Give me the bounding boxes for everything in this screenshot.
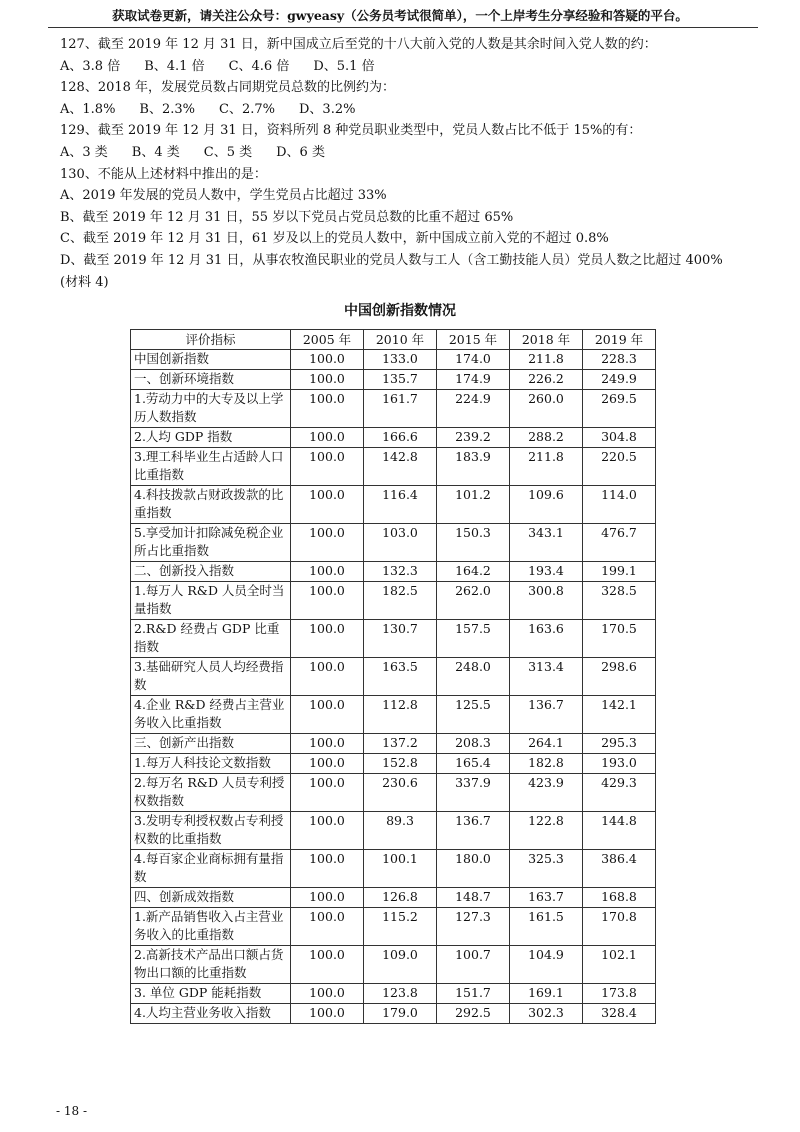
question-127-stem: 127、截至 2019 年 12 月 31 日，新中国成立后至党的十八大前入党的人数是其余时间入党人数的约： bbox=[60, 37, 657, 52]
table-row bbox=[131, 428, 656, 448]
table-header-row bbox=[131, 330, 656, 350]
question-130-option-a: A、2019 年发展的党员人数中，学生党员占比超过 33% bbox=[60, 188, 387, 204]
table-row bbox=[131, 658, 656, 696]
value-cell: 100.0 bbox=[291, 448, 364, 486]
column-header: 2015 年 bbox=[437, 330, 510, 350]
table-row bbox=[131, 370, 656, 390]
value-cell: 114.0 bbox=[583, 486, 656, 524]
value-cell: 337.9 bbox=[437, 774, 510, 812]
value-cell: 180.0 bbox=[437, 850, 510, 888]
option-c: C、5 类 bbox=[203, 144, 253, 160]
value-cell: 262.0 bbox=[437, 582, 510, 620]
question-129-options bbox=[60, 142, 780, 164]
value-cell: 151.7 bbox=[437, 984, 510, 1004]
row-label: 一、创新环境指数 bbox=[131, 370, 291, 390]
value-cell: 423.9 bbox=[510, 774, 583, 812]
table-row bbox=[131, 620, 656, 658]
value-cell: 100.7 bbox=[437, 946, 510, 984]
value-cell: 476.7 bbox=[583, 524, 656, 562]
value-cell: 325.3 bbox=[510, 850, 583, 888]
value-cell: 163.6 bbox=[510, 620, 583, 658]
value-cell: 136.7 bbox=[437, 812, 510, 850]
row-label: 4.科技拨款占财政拨款的比重指数 bbox=[131, 486, 291, 524]
value-cell: 174.9 bbox=[437, 370, 510, 390]
value-cell: 211.8 bbox=[510, 350, 583, 370]
value-cell: 100.0 bbox=[291, 908, 364, 946]
value-cell: 220.5 bbox=[583, 448, 656, 486]
value-cell: 100.0 bbox=[291, 428, 364, 448]
value-cell: 166.6 bbox=[364, 428, 437, 448]
value-cell: 132.3 bbox=[364, 562, 437, 582]
column-header: 2019 年 bbox=[583, 330, 656, 350]
value-cell: 302.3 bbox=[510, 1004, 583, 1024]
table-row bbox=[131, 850, 656, 888]
value-cell: 224.9 bbox=[437, 390, 510, 428]
table-row bbox=[131, 888, 656, 908]
value-cell: 109.6 bbox=[510, 486, 583, 524]
value-cell: 103.0 bbox=[364, 524, 437, 562]
value-cell: 298.6 bbox=[583, 658, 656, 696]
value-cell: 89.3 bbox=[364, 812, 437, 850]
value-cell: 101.2 bbox=[437, 486, 510, 524]
value-cell: 100.0 bbox=[291, 524, 364, 562]
value-cell: 163.7 bbox=[510, 888, 583, 908]
column-header: 2005 年 bbox=[291, 330, 364, 350]
option-b: B、2.3% bbox=[139, 101, 196, 117]
table-row bbox=[131, 812, 656, 850]
table-row bbox=[131, 984, 656, 1004]
value-cell: 100.0 bbox=[291, 946, 364, 984]
value-cell: 295.3 bbox=[583, 734, 656, 754]
column-header: 2010 年 bbox=[364, 330, 437, 350]
value-cell: 173.8 bbox=[583, 984, 656, 1004]
innovation-index-table bbox=[130, 329, 656, 1024]
row-label: 二、创新投入指数 bbox=[131, 562, 291, 582]
question-130-stem: 130、不能从上述材料中推出的是： bbox=[60, 166, 267, 182]
value-cell: 100.0 bbox=[291, 390, 364, 428]
value-cell: 116.4 bbox=[364, 486, 437, 524]
value-cell: 183.9 bbox=[437, 448, 510, 486]
material-label: (材料 4) bbox=[60, 274, 109, 290]
table-row bbox=[131, 448, 656, 486]
table-row bbox=[131, 946, 656, 984]
value-cell: 133.0 bbox=[364, 350, 437, 370]
value-cell: 343.1 bbox=[510, 524, 583, 562]
value-cell: 136.7 bbox=[510, 696, 583, 734]
value-cell: 161.5 bbox=[510, 908, 583, 946]
value-cell: 288.2 bbox=[510, 428, 583, 448]
value-cell: 130.7 bbox=[364, 620, 437, 658]
value-cell: 193.0 bbox=[583, 754, 656, 774]
question-128-options bbox=[60, 99, 780, 121]
question-129-stem: 129、截至 2019 年 12 月 31 日，资料所列 8 种党员职业类型中，党员人数占比不低于 15%的有： bbox=[60, 123, 642, 139]
value-cell: 100.0 bbox=[291, 734, 364, 754]
row-label: 4.每百家企业商标拥有量指数 bbox=[131, 850, 291, 888]
value-cell: 100.0 bbox=[291, 774, 364, 812]
value-cell: 137.2 bbox=[364, 734, 437, 754]
table-row bbox=[131, 582, 656, 620]
value-cell: 100.0 bbox=[291, 370, 364, 390]
table-row bbox=[131, 754, 656, 774]
row-label: 2.人均 GDP 指数 bbox=[131, 428, 291, 448]
value-cell: 100.0 bbox=[291, 696, 364, 734]
value-cell: 269.5 bbox=[583, 390, 656, 428]
value-cell: 328.4 bbox=[583, 1004, 656, 1024]
question-128-stem: 128、2018 年，发展党员数占同期党员总数的比例约为： bbox=[60, 80, 396, 96]
value-cell: 115.2 bbox=[364, 908, 437, 946]
option-b: B、4.1 倍 bbox=[144, 58, 205, 74]
value-cell: 169.1 bbox=[510, 984, 583, 1004]
value-cell: 104.9 bbox=[510, 946, 583, 984]
value-cell: 163.5 bbox=[364, 658, 437, 696]
value-cell: 100.0 bbox=[291, 850, 364, 888]
value-cell: 168.8 bbox=[583, 888, 656, 908]
value-cell: 174.0 bbox=[437, 350, 510, 370]
value-cell: 313.4 bbox=[510, 658, 583, 696]
value-cell: 100.1 bbox=[364, 850, 437, 888]
table-row bbox=[131, 908, 656, 946]
option-a: A、3 类 bbox=[60, 144, 108, 160]
value-cell: 260.0 bbox=[510, 390, 583, 428]
value-cell: 328.5 bbox=[583, 582, 656, 620]
row-label: 5.享受加计扣除减免税企业所占比重指数 bbox=[131, 524, 291, 562]
value-cell: 228.3 bbox=[583, 350, 656, 370]
option-d: D、3.2% bbox=[299, 101, 356, 117]
row-label: 1.劳动力中的大专及以上学历人数指数 bbox=[131, 390, 291, 428]
value-cell: 264.1 bbox=[510, 734, 583, 754]
row-label: 1.每万人科技论文数指数 bbox=[131, 754, 291, 774]
value-cell: 109.0 bbox=[364, 946, 437, 984]
value-cell: 100.0 bbox=[291, 350, 364, 370]
row-label: 3.理工科毕业生占适龄人口比重指数 bbox=[131, 448, 291, 486]
table-row bbox=[131, 562, 656, 582]
value-cell: 123.8 bbox=[364, 984, 437, 1004]
question-127-options bbox=[60, 56, 780, 78]
row-label: 1.每万人 R&D 人员全时当量指数 bbox=[131, 582, 291, 620]
value-cell: 100.0 bbox=[291, 658, 364, 696]
value-cell: 248.0 bbox=[437, 658, 510, 696]
page-header: 获取试卷更新，请关注公众号：gwyeasy（公务员考试很简单），一个上岸考生分享经验和答疑的平台。 bbox=[112, 8, 688, 23]
value-cell: 100.0 bbox=[291, 984, 364, 1004]
row-label: 3.基础研究人员人均经费指数 bbox=[131, 658, 291, 696]
table-row bbox=[131, 390, 656, 428]
value-cell: 300.8 bbox=[510, 582, 583, 620]
row-label: 2.R&D 经费占 GDP 比重指数 bbox=[131, 620, 291, 658]
row-label: 2.每万名 R&D 人员专利授权数指数 bbox=[131, 774, 291, 812]
value-cell: 148.7 bbox=[437, 888, 510, 908]
value-cell: 144.8 bbox=[583, 812, 656, 850]
value-cell: 164.2 bbox=[437, 562, 510, 582]
row-label: 3.发明专利授权数占专利授权数的比重指数 bbox=[131, 812, 291, 850]
option-d: D、6 类 bbox=[276, 144, 325, 160]
value-cell: 211.8 bbox=[510, 448, 583, 486]
value-cell: 126.8 bbox=[364, 888, 437, 908]
value-cell: 249.9 bbox=[583, 370, 656, 390]
value-cell: 182.5 bbox=[364, 582, 437, 620]
row-label: 3. 单位 GDP 能耗指数 bbox=[131, 984, 291, 1004]
row-label: 2.高新技术产品出口额占货物出口额的比重指数 bbox=[131, 946, 291, 984]
value-cell: 429.3 bbox=[583, 774, 656, 812]
value-cell: 150.3 bbox=[437, 524, 510, 562]
table-title: 中国创新指数情况 bbox=[344, 303, 456, 319]
option-b: B、4 类 bbox=[131, 144, 180, 160]
value-cell: 230.6 bbox=[364, 774, 437, 812]
value-cell: 112.8 bbox=[364, 696, 437, 734]
row-label: 中国创新指数 bbox=[131, 350, 291, 370]
row-label: 四、创新成效指数 bbox=[131, 888, 291, 908]
value-cell: 165.4 bbox=[437, 754, 510, 774]
value-cell: 170.5 bbox=[583, 620, 656, 658]
value-cell: 157.5 bbox=[437, 620, 510, 658]
value-cell: 226.2 bbox=[510, 370, 583, 390]
option-c: C、2.7% bbox=[219, 101, 275, 117]
value-cell: 239.2 bbox=[437, 428, 510, 448]
value-cell: 208.3 bbox=[437, 734, 510, 754]
table-row bbox=[131, 734, 656, 754]
value-cell: 100.0 bbox=[291, 582, 364, 620]
value-cell: 161.7 bbox=[364, 390, 437, 428]
column-header: 评价指标 bbox=[131, 330, 291, 350]
value-cell: 304.8 bbox=[583, 428, 656, 448]
value-cell: 100.0 bbox=[291, 620, 364, 658]
question-130-option-d: D、截至 2019 年 12 月 31 日，从事农牧渔民职业的党员人数与工人（含工勤技能人员）党员人数之比超过 400% bbox=[60, 252, 723, 268]
table-row bbox=[131, 696, 656, 734]
value-cell: 292.5 bbox=[437, 1004, 510, 1024]
value-cell: 170.8 bbox=[583, 908, 656, 946]
value-cell: 122.8 bbox=[510, 812, 583, 850]
row-label: 1.新产品销售收入占主营业务收入的比重指数 bbox=[131, 908, 291, 946]
value-cell: 100.0 bbox=[291, 486, 364, 524]
value-cell: 127.3 bbox=[437, 908, 510, 946]
value-cell: 182.8 bbox=[510, 754, 583, 774]
option-d: D、5.1 倍 bbox=[313, 58, 375, 74]
value-cell: 100.0 bbox=[291, 1004, 364, 1024]
table-row bbox=[131, 1004, 656, 1024]
value-cell: 179.0 bbox=[364, 1004, 437, 1024]
table-body bbox=[131, 350, 656, 1024]
option-a: A、1.8% bbox=[60, 101, 116, 117]
question-130-option-b: B、截至 2019 年 12 月 31 日，55 岁以下党员占党员总数的比重不超过 65% bbox=[60, 209, 514, 225]
value-cell: 199.1 bbox=[583, 562, 656, 582]
table-row bbox=[131, 486, 656, 524]
table-row bbox=[131, 350, 656, 370]
value-cell: 142.1 bbox=[583, 696, 656, 734]
page-number: - 18 - bbox=[56, 1104, 88, 1118]
value-cell: 100.0 bbox=[291, 812, 364, 850]
value-cell: 135.7 bbox=[364, 370, 437, 390]
value-cell: 193.4 bbox=[510, 562, 583, 582]
question-section bbox=[60, 34, 780, 293]
value-cell: 125.5 bbox=[437, 696, 510, 734]
table-row bbox=[131, 524, 656, 562]
value-cell: 142.8 bbox=[364, 448, 437, 486]
option-c: C、4.6 倍 bbox=[228, 58, 290, 74]
column-header: 2018 年 bbox=[510, 330, 583, 350]
value-cell: 100.0 bbox=[291, 562, 364, 582]
row-label: 三、创新产出指数 bbox=[131, 734, 291, 754]
row-label: 4.人均主营业务收入指数 bbox=[131, 1004, 291, 1024]
header-divider bbox=[48, 27, 758, 28]
row-label: 4.企业 R&D 经费占主营业务收入比重指数 bbox=[131, 696, 291, 734]
value-cell: 386.4 bbox=[583, 850, 656, 888]
value-cell: 100.0 bbox=[291, 754, 364, 774]
value-cell: 102.1 bbox=[583, 946, 656, 984]
question-130-option-c: C、截至 2019 年 12 月 31 日，61 岁及以上的党员人数中，新中国成立前入党的不超过 0.8% bbox=[60, 231, 609, 247]
option-a: A、3.8 倍 bbox=[60, 58, 121, 74]
value-cell: 152.8 bbox=[364, 754, 437, 774]
table-row bbox=[131, 774, 656, 812]
value-cell: 100.0 bbox=[291, 888, 364, 908]
